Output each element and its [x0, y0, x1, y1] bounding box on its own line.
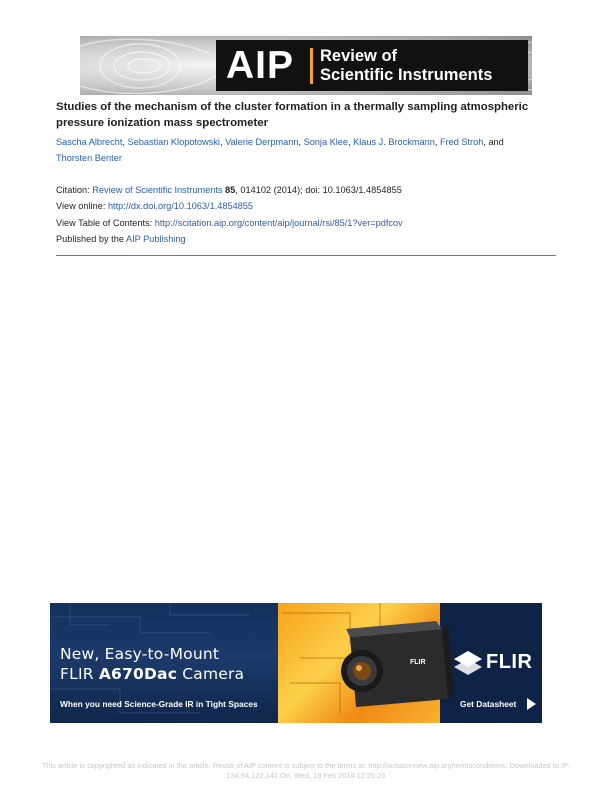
download-info-line: 134.94.122.141 On: Wed, 19 Feb 2014 12:25:26	[226, 771, 386, 780]
citation-block	[56, 182, 566, 248]
citation-label: Citation:	[56, 185, 93, 195]
banner-accent-bar	[310, 48, 313, 84]
citation-journal-link[interactable]: Review of Scientific Instruments	[92, 185, 223, 195]
toc-line	[56, 215, 566, 231]
view-online-line	[56, 198, 566, 214]
ad-product-suffix: Camera	[177, 665, 245, 683]
publisher-line	[56, 231, 566, 247]
author-separator: ,	[348, 137, 354, 147]
camera-brand-label: FLIR	[410, 659, 426, 666]
view-online-label: View online:	[56, 201, 108, 212]
doi-link[interactable]: http://dx.doi.org/10.1063/1.4854855	[107, 201, 254, 212]
play-arrow-icon[interactable]	[527, 698, 536, 710]
ad-headline: New, Easy-to-Mount	[60, 645, 220, 663]
get-datasheet-link[interactable]: Get Datasheet	[460, 699, 517, 709]
author-separator: ,	[434, 137, 440, 147]
citation-line	[56, 182, 566, 198]
ad-product-name	[60, 665, 244, 683]
publisher-link[interactable]: AIP Publishing	[125, 234, 186, 245]
flir-brand-name: FLIR	[486, 651, 533, 673]
publisher-label: Published by the	[56, 234, 126, 245]
author-link[interactable]: Sebastian Klopotowski	[127, 137, 220, 147]
ad-product-prefix: FLIR	[60, 665, 99, 683]
toc-label: View Table of Contents:	[56, 217, 155, 228]
author-link[interactable]: Thorsten Benter	[56, 153, 122, 163]
article-title: Studies of the mechanism of the cluster formation in a thermally sampling atmospheric pressure ionization mass spectrometer	[56, 101, 529, 129]
author-link[interactable]: Sonja Klee	[303, 137, 349, 147]
ad-product-model: A670Dac	[98, 665, 178, 683]
journal-name-line1: Review of	[320, 47, 398, 65]
copyright-footer	[10, 761, 602, 781]
author-link[interactable]: Valerie Derpmann	[225, 137, 299, 147]
citation-details: , 014102 (2014); doi: 10.1063/1.4854855	[235, 185, 402, 195]
flir-logo-mark	[454, 651, 482, 675]
toc-link[interactable]: http://scitation.aip.org/content/aip/journal/rsi/85/1?ver=pdfcov	[154, 217, 403, 228]
author-separator: ,	[298, 137, 304, 147]
header-divider	[56, 255, 556, 256]
author-link[interactable]: Sascha Albrecht	[56, 137, 123, 147]
flir-advertisement[interactable]	[50, 603, 542, 723]
author-link[interactable]: Fred Stroh	[439, 137, 484, 147]
author-separator-and: , and	[483, 137, 504, 147]
author-separator: ,	[122, 137, 128, 147]
author-separator: ,	[219, 137, 226, 147]
journal-name-line2: Scientific Instruments	[320, 66, 493, 84]
camera-graphic	[341, 621, 454, 707]
copyright-line: This article is copyrighted as indicated in the article. Reuse of AIP content is subject to the terms at: http://scitationnew.aip.org/termsconditions. Downloaded to IP:	[41, 761, 571, 770]
author-list	[56, 134, 566, 166]
aip-logo[interactable]: AIP	[226, 44, 295, 87]
journal-banner	[80, 36, 532, 95]
citation-volume: 85	[225, 185, 236, 195]
author-link[interactable]: Klaus J. Brockmann	[353, 137, 435, 147]
ad-tagline: When you need Science-Grade IR in Tight Spaces	[60, 699, 258, 709]
journal-name[interactable]	[320, 47, 520, 85]
